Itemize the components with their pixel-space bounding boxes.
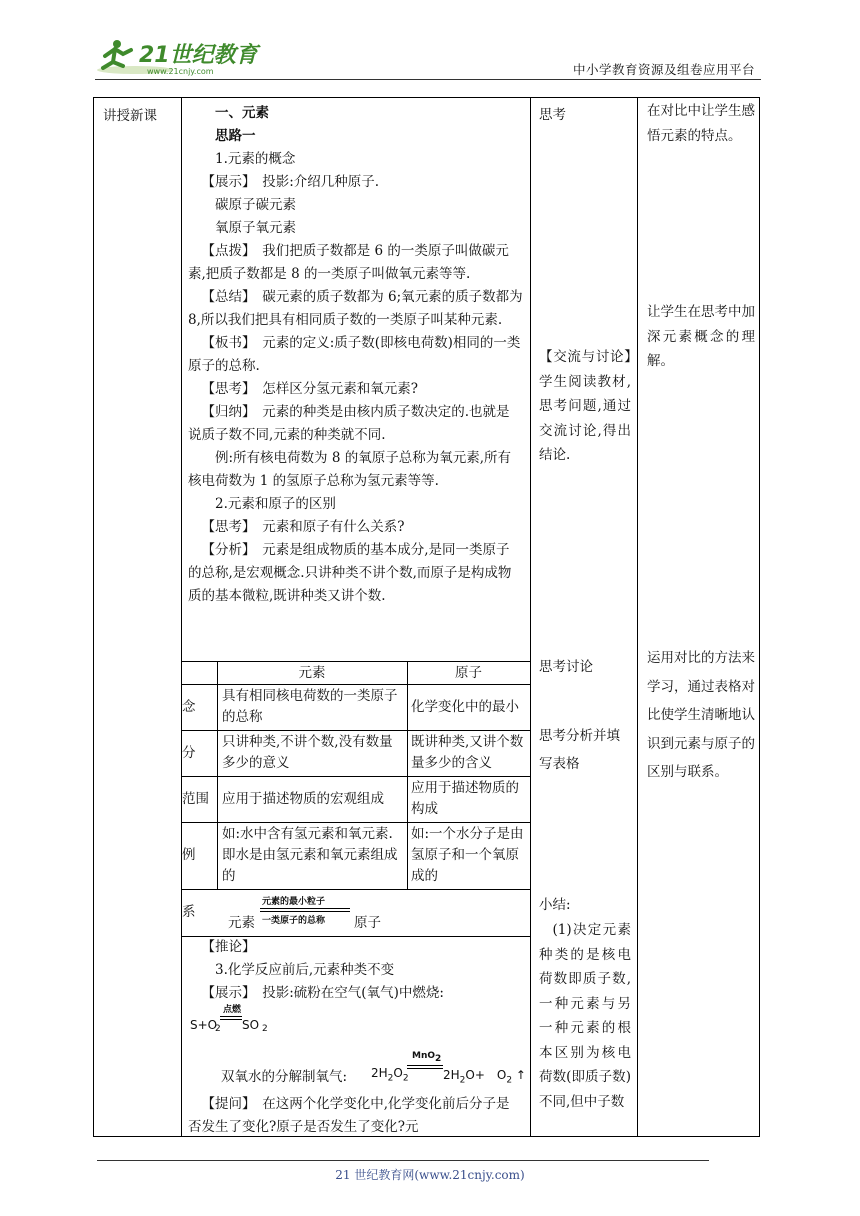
design-note-1: 在对比中让学生感悟元素的特点。 — [647, 103, 755, 144]
table-row-label: 系 — [182, 904, 196, 920]
relation-arrow-bottom — [260, 911, 350, 912]
design-note-3: 运用对比的方法来学习，通过表格对比使学生清晰地认识到元素与原子的区别与联系。 — [647, 650, 755, 780]
show-paragraph-2: 【展示】 投影:硫粉在空气(氧气)中燃烧: — [201, 985, 444, 1001]
hint-paragraph: 【点拨】 我们把质子数都是 6 的一类原子叫做碳元素,把质子数都是 8 的一类原子叫做氧元素等等. — [188, 243, 509, 282]
platform-name: 中小学教育资源及组卷应用平台 — [572, 62, 755, 77]
relation-bottom-label: 一类原子的总称 — [262, 916, 326, 926]
subheading-3: 3.化学反应前后,元素种类不变 — [215, 962, 395, 978]
relation-arrow-top — [260, 908, 350, 909]
page-header — [95, 36, 755, 78]
question-block — [188, 1093, 523, 1139]
site-logo — [95, 36, 265, 78]
think-paragraph-1: 【思考】 怎样区分氢元素和氧元素? — [201, 381, 418, 397]
table-head-element: 元素 — [298, 665, 326, 681]
activity-think-discuss: 思考讨论 — [539, 659, 593, 675]
comparison-table-top — [181, 661, 530, 662]
column-divider-1 — [181, 97, 182, 1137]
show-paragraph-1: 【展示】 投影:介绍几种原子. — [201, 174, 380, 190]
logo-url-text: www.21cnjy.com — [147, 67, 214, 76]
question-paragraph: 【提问】 在这两个化学变化中,化学变化前后分子是否发生了变化?原子是否发生了变化?元 — [188, 1096, 510, 1135]
relation-diagram — [224, 893, 424, 933]
oxygen-line: 氧原子氧元素 — [215, 220, 296, 236]
column-divider-3 — [637, 97, 638, 1137]
design-note-2: 让学生在思考中加深元素概念的理解。 — [647, 304, 755, 369]
stage-label: 讲授新课 — [103, 108, 157, 124]
induce-paragraph: 【归纳】 元素的种类是由核内质子数决定的.也就是说质子数不同,元素的种类就不同. — [188, 404, 510, 443]
activity-think-fill: 思考分析并填写表格 — [539, 728, 620, 772]
table-row-label: 念 — [182, 699, 196, 715]
idea-heading: 思路一 — [215, 128, 256, 144]
carbon-line: 碳原子碳元素 — [215, 197, 296, 213]
table-cell-atom: 应用于描述物质的构成 — [411, 780, 519, 817]
table-cell-atom: 化学变化中的最小 — [411, 699, 519, 715]
footer-text: 21 世纪教育网(www.21cnjy.com) — [335, 1168, 525, 1182]
summary-title: 小结: — [539, 897, 571, 913]
table-row-label: 分 — [182, 745, 196, 761]
footer-rule — [97, 1160, 709, 1161]
header-rule — [95, 79, 761, 80]
table-head-atom: 原子 — [455, 665, 482, 681]
column-divider-2 — [530, 97, 531, 1137]
subheading-2: 2.元素和原子的区别 — [215, 496, 336, 512]
h2o2-label: 双氧水的分解制氧气: — [221, 1069, 348, 1085]
example-paragraph: 例:所有核电荷数为 8 的氧原子总称为氧元素,所有核电荷数为 1 的氢原子总称为氢元素等等. — [188, 450, 512, 489]
table-cell-element: 具有相同核电荷数的一类原子的总称 — [222, 688, 398, 725]
table-cell-element: 应用于描述物质的宏观组成 — [222, 791, 384, 807]
subheading-1: 1.元素的概念 — [215, 151, 296, 167]
section-title: 一、元素 — [215, 105, 269, 121]
activity-discuss: 【交流与讨论】 学生阅读教材,思考问题,通过交流讨论,得出结论. — [539, 349, 645, 463]
table-cell-atom: 如:一个水分子是由氢原子和一个氧原成的 — [411, 826, 524, 884]
relation-right: 原子 — [354, 915, 381, 931]
summary-body: (1)决定元素种类的是核电荷数即质子数,一种元素与另一种元素的根本区别为核电荷数(即质子数)不同,但中子数 — [539, 922, 631, 1110]
summary-paragraph: 【总结】 碳元素的质子数都为 6;氧元素的质子数都为 8,所以我们把具有相同质子数的一类原子叫某种元素. — [188, 289, 523, 328]
think-paragraph-2: 【思考】 元素和原子有什么关系? — [201, 519, 405, 535]
table-row-label: 例 — [182, 847, 196, 863]
lesson-content-upper — [188, 102, 523, 608]
relation-top-label: 元素的最小粒子 — [262, 897, 326, 907]
lesson-content-lower — [188, 936, 523, 1005]
activity-think: 思考 — [539, 107, 566, 123]
table-row-label: 范围 — [182, 791, 209, 807]
analysis-paragraph: 【分析】 元素是组成物质的基本成分,是同一类原子的总称,是宏观概念.只讲种类不讲个数,而原子是构成物质的基本微粒,既讲种类又讲个数. — [188, 542, 512, 604]
table-cell-element: 只讲种类,不讲个数,没有数量多少的意义 — [222, 734, 393, 771]
board-paragraph: 【板书】 元素的定义:质子数(即核电荷数)相同的一类原子的总称. — [188, 335, 521, 374]
table-cell-element: 如:水中含有氢元素和氧元素.即水是由氢元素和氧元素组成的 — [222, 826, 398, 884]
equation-h2o2: 双氧水的分解制氧气: $2H_2O_2$ MnO$_2$ $2H_2O+$ $O_2$ ↑ — [221, 1051, 526, 1086]
logo-main-text: 21世纪教育 — [139, 43, 258, 68]
infer-heading: 【推论】 — [201, 939, 256, 955]
table-cell-atom: 既讲种类,又讲个数量多少的含义 — [411, 734, 524, 771]
relation-left: 元素 — [228, 915, 255, 931]
